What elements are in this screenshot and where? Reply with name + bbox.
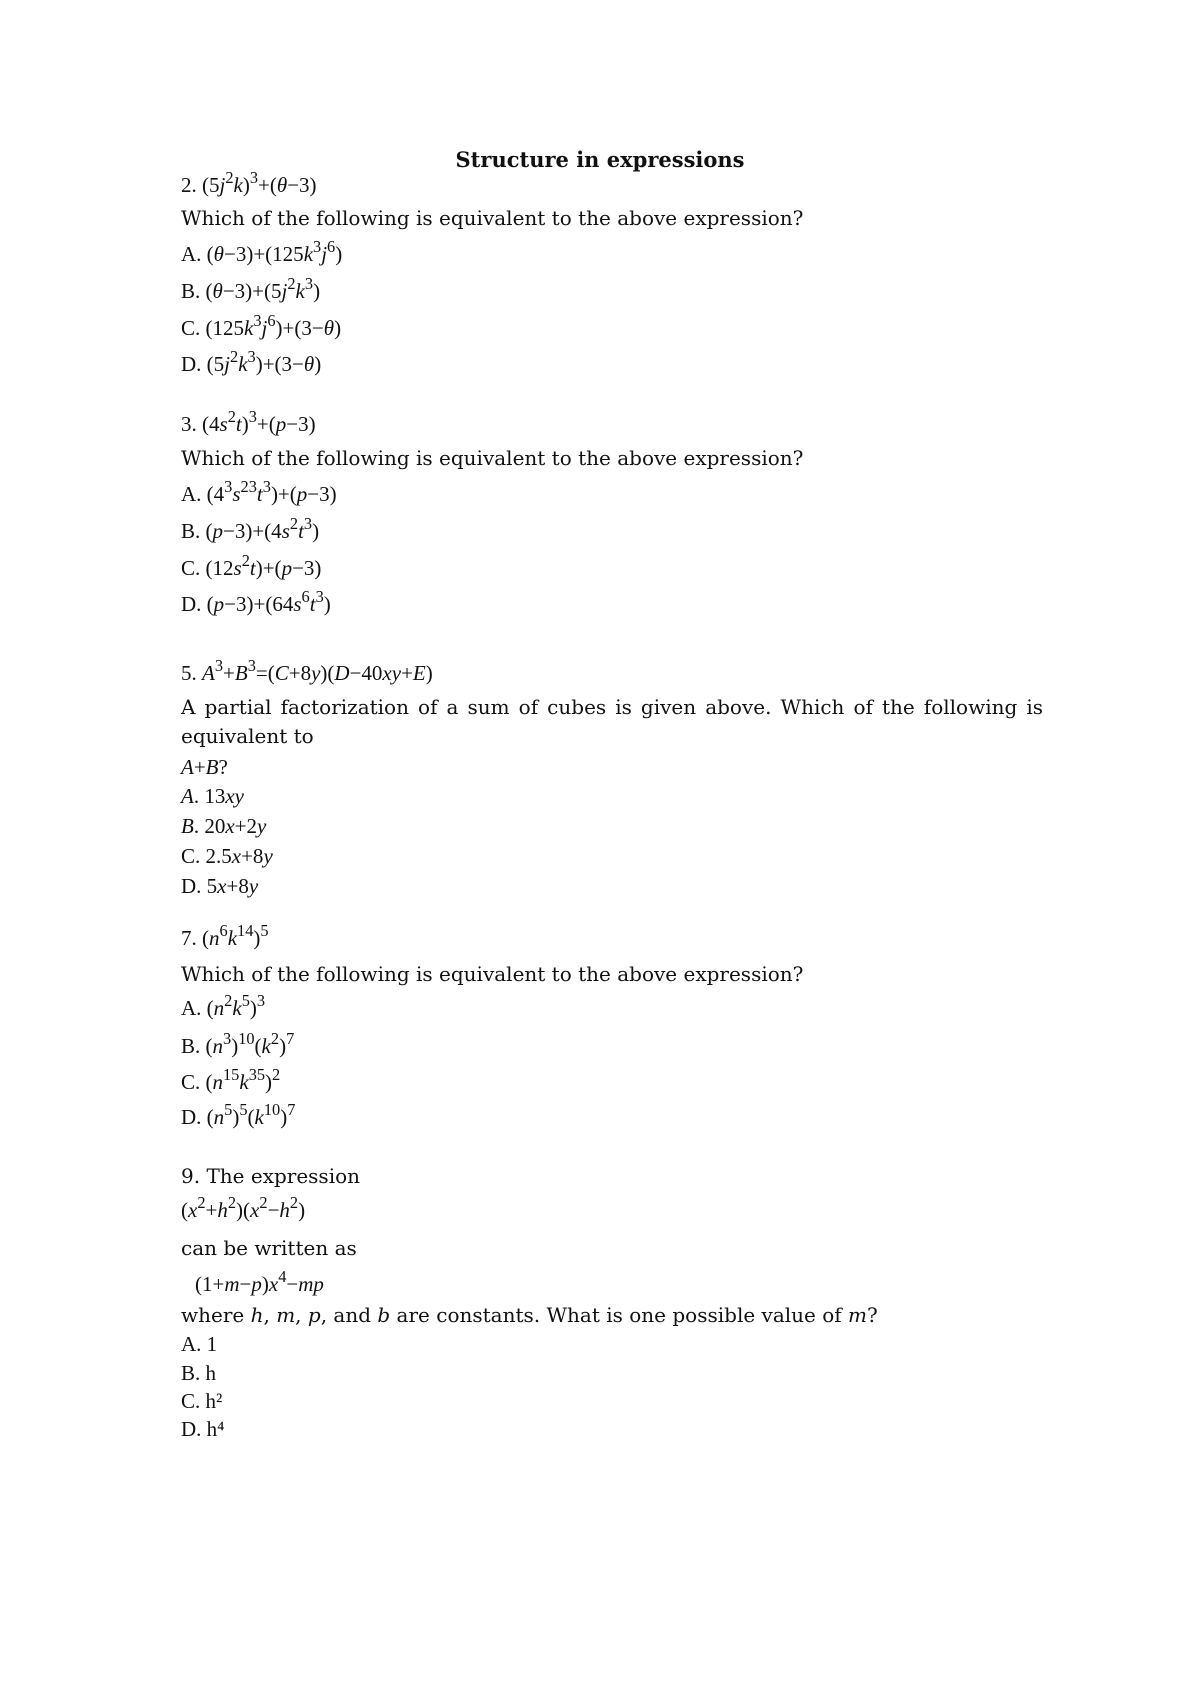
question-3-option-b: B. $(p-3)+(4s^2t^3)$ xyxy=(181,514,320,543)
question-3-option-c: C. $(12s^2t)+(p-3)$ xyxy=(181,551,322,580)
page-title: Structure in expressions xyxy=(455,147,745,172)
question-3-option-d: D. $(p-3)+(64s^6t^3)$ xyxy=(181,587,331,616)
question-7-option-b: B. $(n^3)^{10}(k^2)^7$ xyxy=(181,1029,295,1058)
question-2-prompt: Which of the following is equivalent to the above expression? xyxy=(181,206,804,230)
question-9-expression-2: $(1+m-p)x^4-mp$ xyxy=(195,1267,324,1296)
question-5-option-c: C. 2.5x+8y xyxy=(181,844,273,868)
question-2-option-a: A. $(\theta-3)+(125k^3j^6)$ xyxy=(181,237,343,266)
question-9-expression: $(x^2+h^2)(x^2-h^2)$ xyxy=(181,1193,306,1222)
question-2-option-d: D. $(5j^2k^3)+(3-\theta)$ xyxy=(181,347,322,376)
question-7-option-d: D. $(n^5)^5(k^{10})^7$ xyxy=(181,1100,296,1129)
question-5-option-b: B. 20x+2y xyxy=(181,814,267,838)
question-9-option-c: C. h² xyxy=(181,1389,223,1413)
question-9-option-b: B. h xyxy=(181,1361,217,1385)
question-5: 5. $A^3+B^3=(C+8y)(D-40xy+E)$ xyxy=(181,656,433,685)
question-3-option-a: A. $(4^3s^{23}t^3)+(p-3)$ xyxy=(181,477,337,506)
question-2-option-b: B. $(\theta-3)+(5j^2k^3)$ xyxy=(181,274,321,303)
question-7: 7. $(n^6k^{14})^5$ xyxy=(181,921,269,950)
question-5-option-a: A. 13xy xyxy=(181,784,244,808)
question-3-prompt: Which of the following is equivalent to the above expression? xyxy=(181,446,804,470)
question-9-prompt: where h, m, p, and b are constants. What is one possible value of m? xyxy=(181,1303,878,1327)
question-9: 9. The expression xyxy=(181,1164,361,1188)
question-9-option-d: D. h⁴ xyxy=(181,1417,225,1441)
question-5-option-d: D. 5x+8y xyxy=(181,874,259,898)
question-2-option-c: C. $(125k^3j^6)+(3-\theta)$ xyxy=(181,311,342,340)
question-3: 3. $(4s^2t)^3+(p-3)$ xyxy=(181,407,316,436)
question-5-a-plus-b: A+B? xyxy=(181,755,228,779)
question-9-mid-text: can be written as xyxy=(181,1236,357,1260)
question-7-option-c: C. $(n^{15}k^{35})^2$ xyxy=(181,1065,281,1094)
question-9-option-a: A. 1 xyxy=(181,1332,218,1356)
question-7-option-a: A. $(n^2k^5)^3$ xyxy=(181,991,266,1020)
question-7-prompt: Which of the following is equivalent to the above expression? xyxy=(181,962,804,986)
question-5-prompt: A partial factorization of a sum of cubes is given above. Which of the following is equivalent to xyxy=(181,695,1043,748)
question-2: 2. $(5j^2k)^3+(\theta-3)$ xyxy=(181,168,317,197)
